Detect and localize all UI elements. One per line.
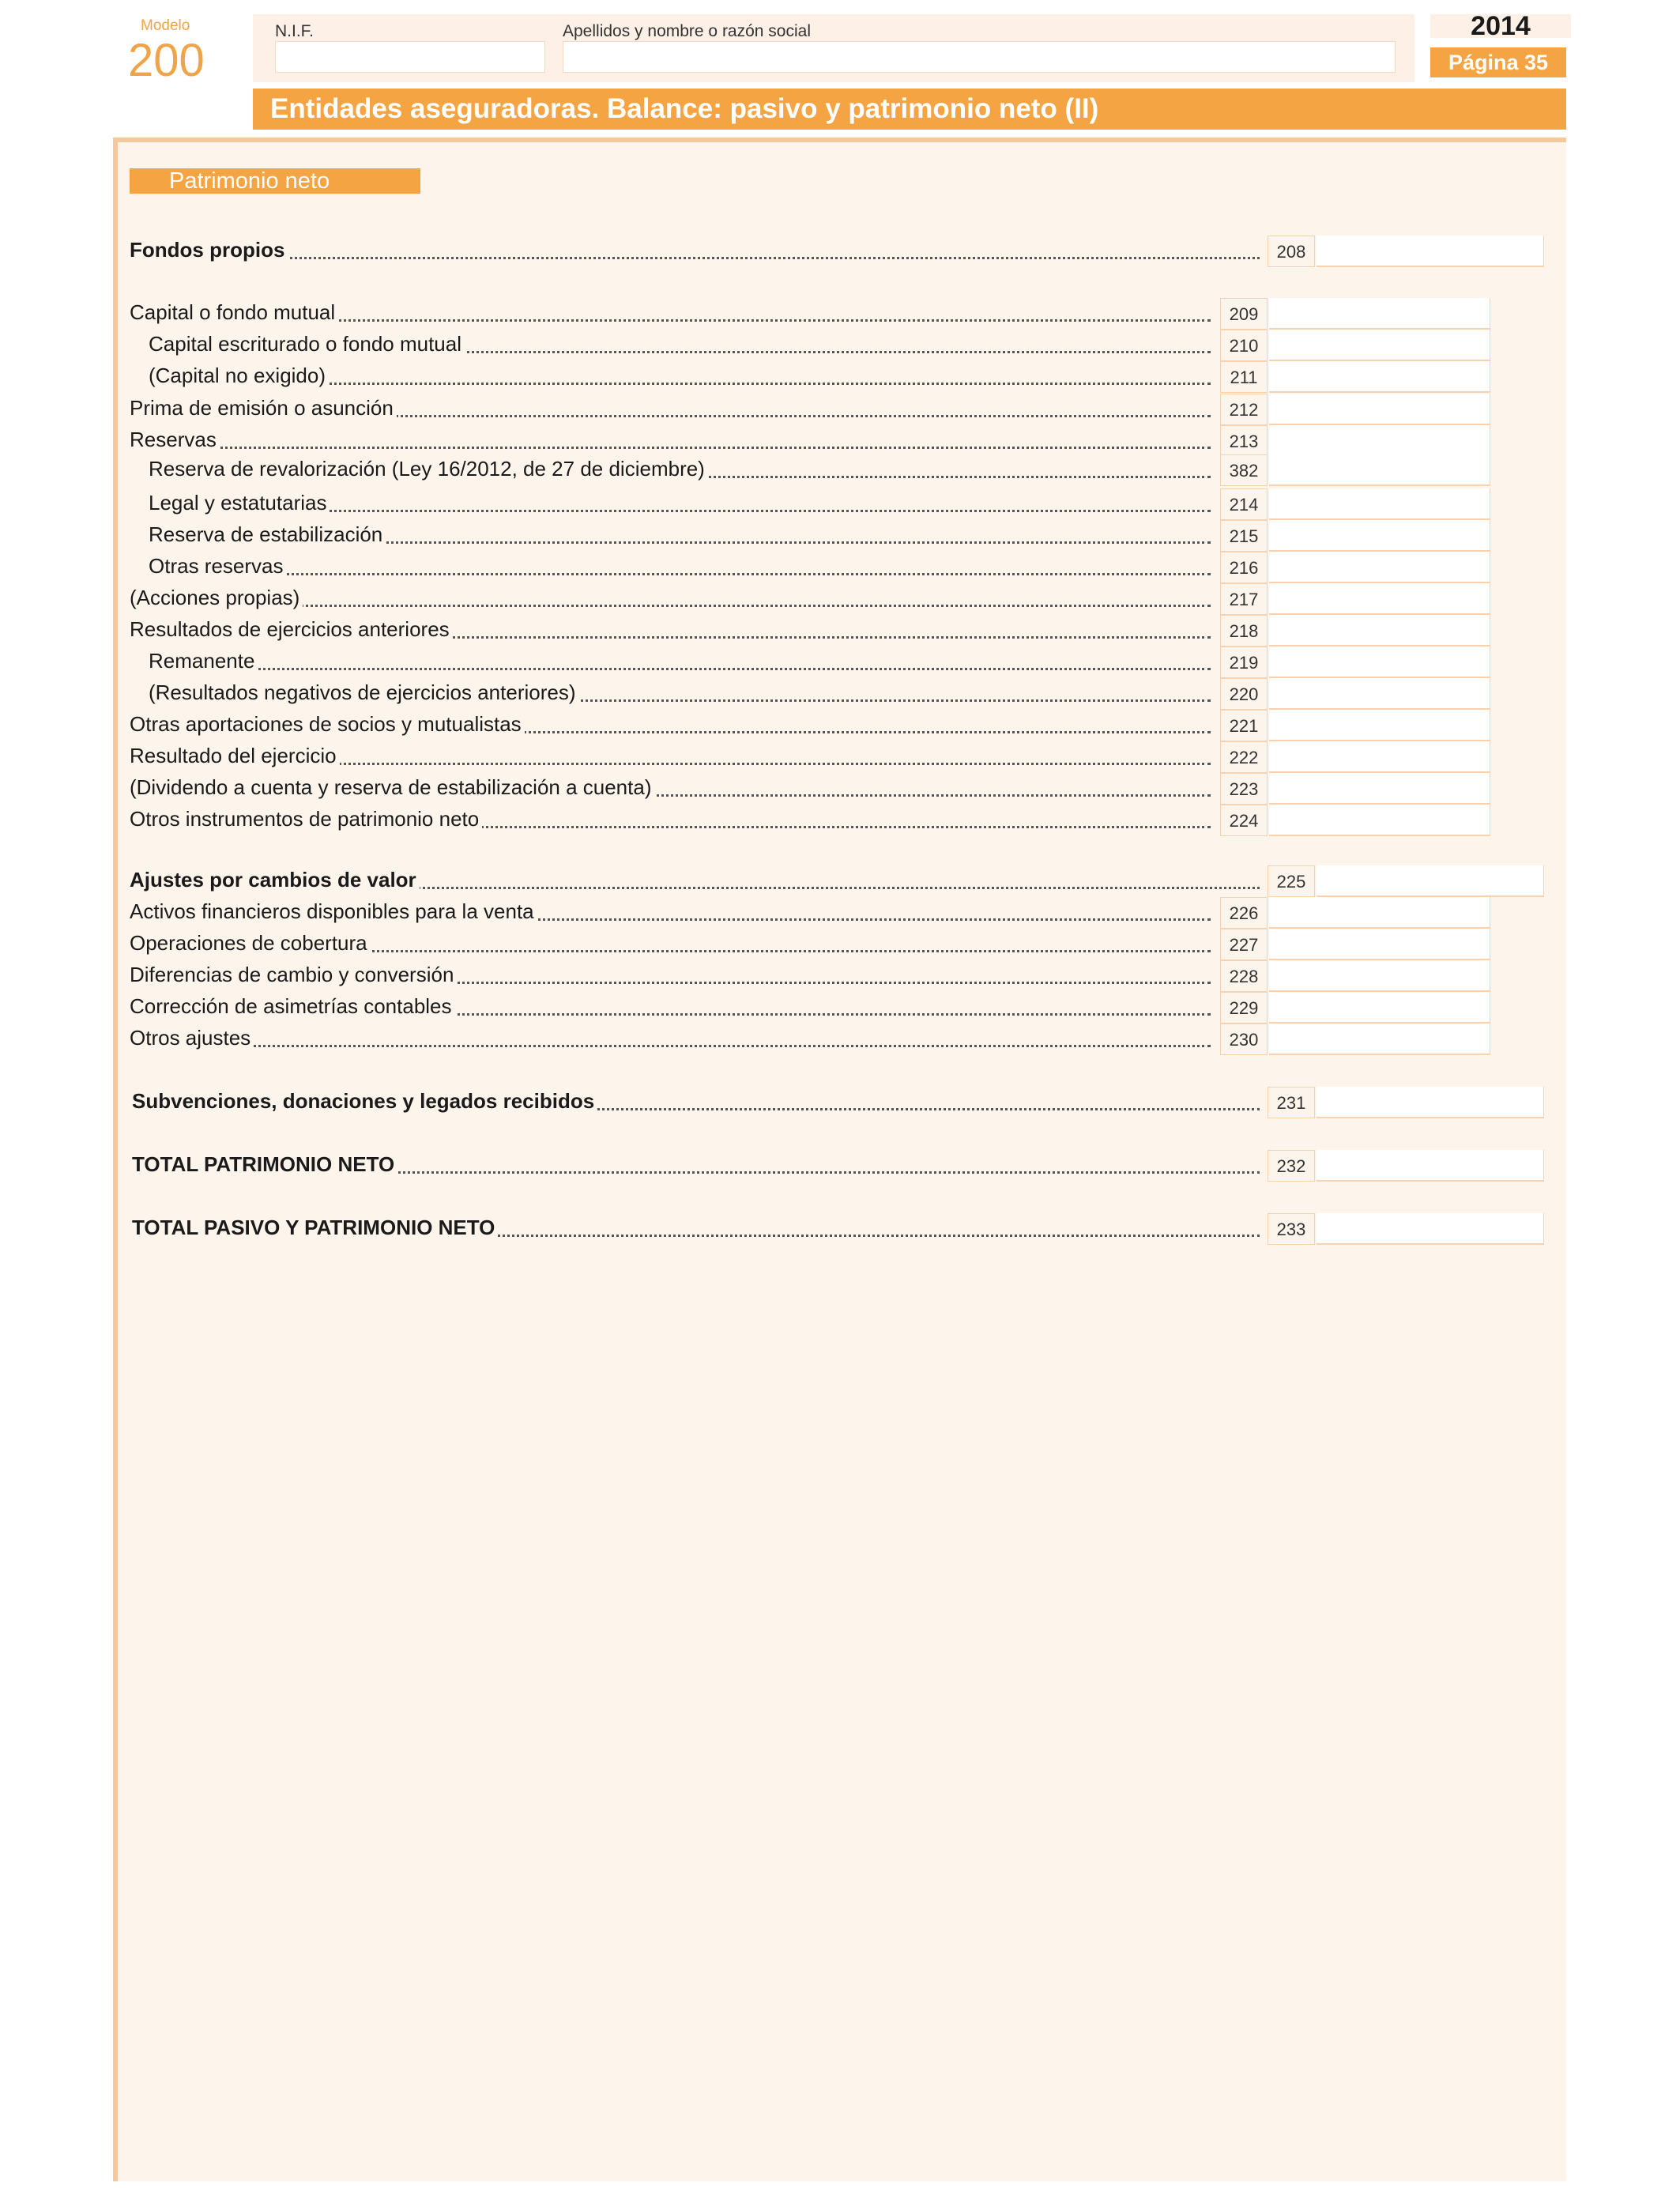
form-row-212 (130, 394, 1490, 425)
form-row-216 (130, 552, 1490, 583)
amount-field[interactable] (1269, 425, 1490, 457)
row-label (130, 744, 1211, 768)
modelo-label: Modelo (141, 17, 190, 34)
box-code: 229 (1220, 992, 1268, 1023)
box-code: 211 (1220, 361, 1268, 393)
row-label-text: Otras reservas (149, 554, 287, 578)
amount-field[interactable] (1269, 992, 1490, 1023)
row-label-text: Reservas (130, 428, 220, 451)
form-row-210 (130, 330, 1490, 361)
amount-field[interactable] (1269, 615, 1490, 647)
amount-field[interactable] (1269, 361, 1490, 393)
amount-field[interactable] (1269, 929, 1490, 960)
box-code: 218 (1220, 615, 1268, 647)
row-label-text: Legal y estatutarias (149, 491, 330, 515)
row-label-text: Operaciones de cobertura (130, 931, 371, 955)
row-label-text: (Resultados negativos de ejercicios anteriores) (149, 680, 579, 704)
amount-field[interactable] (1269, 488, 1490, 520)
amount-field[interactable] (1269, 647, 1490, 678)
box-code: 210 (1220, 330, 1268, 361)
row-label (130, 617, 1211, 642)
form-row-218 (130, 615, 1490, 647)
form-row-208 (130, 236, 1544, 267)
row-label-text: Activos financieros disponibles para la venta (130, 899, 537, 923)
row-label-text: Resultado del ejercicio (130, 744, 340, 767)
row-label-text: Diferencias de cambio y conversión (130, 963, 457, 986)
row-label (149, 554, 1211, 579)
box-code: 222 (1220, 741, 1268, 773)
form-row-213 (130, 425, 1490, 457)
modelo-number: 200 (128, 35, 205, 86)
row-label (130, 775, 1211, 800)
row-label (130, 428, 1211, 452)
row-label (130, 712, 1211, 737)
box-code: 220 (1220, 678, 1268, 710)
row-label (132, 1216, 1260, 1240)
box-code: 225 (1268, 865, 1315, 897)
box-code: 227 (1220, 929, 1268, 960)
row-label (149, 649, 1211, 673)
row-label-text: Prima de emisión o asunción (130, 396, 397, 420)
form-row-214 (130, 488, 1490, 520)
form-row-221 (130, 710, 1490, 741)
row-label-text: (Acciones propias) (130, 586, 303, 609)
box-code: 221 (1220, 710, 1268, 741)
form-row-220 (130, 678, 1490, 710)
form-row-226 (130, 897, 1490, 929)
amount-field[interactable] (1317, 1213, 1544, 1245)
row-label (130, 963, 1211, 987)
row-label-text: TOTAL PASIVO Y PATRIMONIO NETO (132, 1216, 498, 1239)
form-row-224 (130, 805, 1490, 836)
amount-field[interactable] (1317, 865, 1544, 897)
box-code: 212 (1220, 394, 1268, 425)
amount-field[interactable] (1269, 710, 1490, 741)
box-code: 219 (1220, 647, 1268, 678)
row-label-text: Reserva de estabilización (149, 522, 386, 546)
amount-field[interactable] (1269, 960, 1490, 992)
amount-field[interactable] (1269, 678, 1490, 710)
box-code: 214 (1220, 488, 1268, 520)
row-label (149, 364, 1211, 388)
row-label-text: (Dividendo a cuenta y reserva de estabilización a cuenta) (130, 775, 655, 799)
row-label (130, 238, 1260, 262)
form-row-223 (130, 773, 1490, 805)
row-label (149, 522, 1211, 547)
form-row-222 (130, 741, 1490, 773)
page-number: Página 35 (1430, 47, 1566, 77)
form-row-225 (130, 865, 1544, 897)
box-code: 382 (1220, 454, 1268, 486)
box-code: 226 (1220, 897, 1268, 929)
nif-label: N.I.F. (275, 22, 315, 40)
row-label (130, 300, 1211, 325)
row-label (132, 1089, 1260, 1114)
section-title: Patrimonio neto (130, 168, 420, 194)
row-label (130, 868, 1260, 892)
form-row-219 (130, 647, 1490, 678)
amount-field[interactable] (1269, 454, 1490, 486)
row-label (130, 807, 1211, 831)
box-code: 231 (1268, 1087, 1315, 1118)
box-code: 228 (1220, 960, 1268, 992)
amount-field[interactable] (1269, 741, 1490, 773)
box-code: 223 (1220, 773, 1268, 805)
box-code: 233 (1268, 1213, 1315, 1245)
row-label (149, 332, 1211, 356)
row-label (130, 396, 1211, 420)
row-label (149, 491, 1211, 515)
form-row-209 (130, 298, 1490, 330)
box-code: 209 (1220, 298, 1268, 330)
box-code: 217 (1220, 583, 1268, 615)
box-code: 230 (1220, 1023, 1268, 1055)
amount-field[interactable] (1269, 583, 1490, 615)
form-row-232 (130, 1150, 1544, 1182)
page-title: Entidades aseguradoras. Balance: pasivo y patrimonio neto (II) (253, 89, 1566, 130)
box-code: 213 (1220, 425, 1268, 457)
box-code: 215 (1220, 520, 1268, 552)
amount-field[interactable] (1269, 897, 1490, 929)
amount-field[interactable] (1269, 1023, 1490, 1055)
row-label-text: Ajustes por cambios de valor (130, 868, 420, 892)
row-label (130, 994, 1211, 1019)
form-row-230 (130, 1023, 1490, 1055)
form-row-227 (130, 929, 1490, 960)
row-label-text: Subvenciones, donaciones y legados recibidos (132, 1089, 597, 1113)
row-label-text: Capital escriturado o fondo mutual (149, 332, 465, 356)
row-label (130, 899, 1211, 924)
row-label-text: TOTAL PATRIMONIO NETO (132, 1152, 397, 1176)
form-row-382 (130, 454, 1490, 486)
identification-box (253, 14, 1414, 82)
row-label (130, 586, 1211, 610)
form-row-211 (130, 361, 1490, 393)
name-label: Apellidos y nombre o razón social (563, 22, 811, 40)
row-label-text: Otros ajustes (130, 1026, 254, 1050)
row-label-text: Otras aportaciones de socios y mutualistas (130, 712, 525, 736)
row-label (130, 1026, 1211, 1050)
form-row-231 (130, 1087, 1544, 1118)
row-label-text: Fondos propios (130, 238, 288, 262)
row-label-text: Otros instrumentos de patrimonio neto (130, 807, 482, 831)
form-row-215 (130, 520, 1490, 552)
box-code: 216 (1220, 552, 1268, 583)
amount-field[interactable] (1269, 298, 1490, 330)
row-label (149, 457, 1211, 481)
row-label-text: Corrección de asimetrías contables (130, 994, 455, 1018)
row-label-text: Remanente (149, 649, 258, 673)
amount-field[interactable] (1317, 1150, 1544, 1182)
row-label (132, 1152, 1260, 1177)
amount-field[interactable] (1269, 520, 1490, 552)
amount-field[interactable] (1317, 236, 1544, 267)
form-row-229 (130, 992, 1490, 1023)
name-field[interactable] (563, 41, 1396, 73)
form-row-228 (130, 960, 1490, 992)
amount-field[interactable] (1269, 552, 1490, 583)
amount-field[interactable] (1269, 330, 1490, 361)
amount-field[interactable] (1269, 805, 1490, 836)
form-row-233 (130, 1213, 1544, 1245)
box-code: 232 (1268, 1150, 1315, 1182)
row-label (130, 931, 1211, 956)
row-label-text: (Capital no exigido) (149, 364, 329, 387)
form-row-217 (130, 583, 1490, 615)
amount-field[interactable] (1269, 394, 1490, 425)
amount-field[interactable] (1269, 773, 1490, 805)
nif-field[interactable] (275, 41, 545, 73)
row-label-text: Resultados de ejercicios anteriores (130, 617, 453, 641)
row-label-text: Capital o fondo mutual (130, 300, 338, 324)
year: 2014 (1430, 14, 1571, 38)
row-label-text: Reserva de revalorización (Ley 16/2012, de 27 de diciembre) (149, 457, 708, 481)
amount-field[interactable] (1317, 1087, 1544, 1118)
box-code: 224 (1220, 805, 1268, 836)
row-label (149, 680, 1211, 705)
box-code: 208 (1268, 236, 1315, 267)
